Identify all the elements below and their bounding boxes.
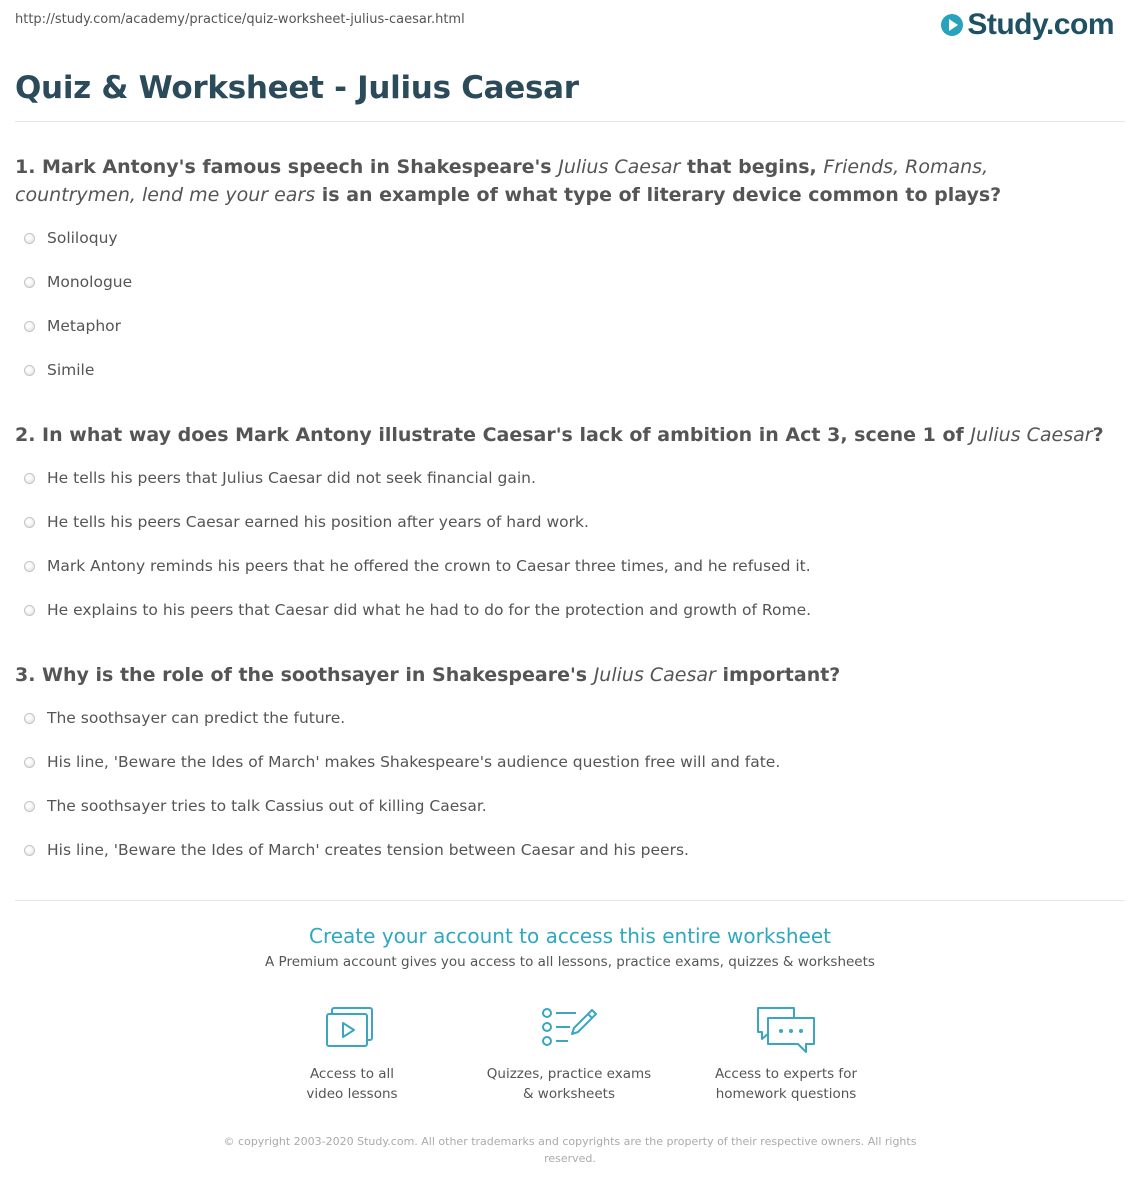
question-1-text-a: 1. Mark Antony's famous speech in Shakespeare's [15,156,559,178]
answer-label: Monologue [47,273,133,291]
radio-button-icon[interactable] [24,473,35,484]
question-3 [15,661,1115,689]
radio-button-icon[interactable] [24,757,35,768]
question-3-answers [24,696,780,872]
question-2-answers [24,456,811,632]
answer-label: Mark Antony reminds his peers that he offered the crown to Caesar three times, and he refused it. [47,557,811,575]
answer-label: Simile [47,361,95,379]
answer-option[interactable] [24,784,780,828]
chat-bubbles-icon [754,1006,818,1056]
question-3-work-title: Julius Caesar [593,664,716,686]
question-2 [15,421,1115,449]
title-divider [15,121,1125,122]
feature-2-line-1: Quizzes, practice exams [486,1066,652,1082]
answer-option[interactable] [24,456,811,500]
question-1-text-c: is an example of what type of literary device common to plays? [315,184,1002,206]
answer-option[interactable] [24,216,132,260]
radio-button-icon[interactable] [24,365,35,376]
feature-1-line-1: Access to all [309,1066,395,1082]
radio-button-icon[interactable] [24,561,35,572]
answer-label: Metaphor [47,317,122,335]
question-1-text-b: that begins, [680,156,824,178]
question-3-text-a: 3. Why is the role of the soothsayer in Shakespeare's [15,664,594,686]
section-divider [15,900,1125,901]
answer-option[interactable] [24,260,132,304]
feature-2-line-2: & worksheets [522,1086,615,1102]
feature-1-line-2: video lessons [306,1086,398,1102]
radio-button-icon[interactable] [24,845,35,856]
feature-3-line-1: Access to experts for [714,1066,857,1082]
copyright-notice: © copyright 2003-2020 Study.com. All other trademarks and copyrights are the property of their respective owners. All rights reserved. [223,1135,917,1165]
answer-option[interactable] [24,740,780,784]
answer-label: Soliloquy [47,229,118,247]
answer-label: His line, 'Beware the Ides of March' creates tension between Caesar and his peers. [47,841,689,859]
page-title: Quiz & Worksheet - Julius Caesar [15,70,579,106]
radio-button-icon[interactable] [24,801,35,812]
video-lessons-icon [324,1006,380,1050]
answer-label: He explains to his peers that Caesar did what he had to do for the protection and growth of Rome. [47,601,812,619]
feature-video-lessons [252,1006,452,1104]
study-logo[interactable] [941,8,1114,42]
radio-button-icon[interactable] [24,233,35,244]
answer-label: He tells his peers Caesar earned his position after years of hard work. [47,513,589,531]
radio-button-icon[interactable] [24,277,35,288]
question-1-quote: Friends, Romans, countrymen, lend me your ears [15,156,989,206]
radio-button-icon[interactable] [24,713,35,724]
answer-label: The soothsayer can predict the future. [47,709,346,727]
answer-option[interactable] [24,348,132,392]
feature-3-line-2: homework questions [715,1086,857,1102]
radio-button-icon[interactable] [24,517,35,528]
question-1 [15,153,1115,209]
answer-option[interactable] [24,500,811,544]
answer-option[interactable] [24,696,780,740]
answer-label: He tells his peers that Julius Caesar did not seek financial gain. [47,469,536,487]
question-2-work-title: Julius Caesar [970,424,1093,446]
quiz-checklist-icon [540,1006,598,1050]
question-1-answers [24,216,132,392]
page-url: http://study.com/academy/practice/quiz-worksheet-julius-caesar.html [15,12,465,27]
feature-experts [686,1006,886,1104]
premium-description: A Premium account gives you access to all lessons, practice exams, quizzes & worksheets [265,954,875,970]
create-account-link[interactable]: Create your account to access this entire worksheet [309,924,831,948]
question-2-text-a: 2. In what way does Mark Antony illustrate Caesar's lack of ambition in Act 3, scene 1 of [15,424,971,446]
logo-text: Study.com [967,8,1114,41]
question-1-work-title: Julius Caesar [558,156,681,178]
question-3-text-b: important? [715,664,841,686]
answer-option[interactable] [24,588,811,632]
play-logo-icon [941,14,963,36]
answer-option[interactable] [24,304,132,348]
feature-quizzes [469,1006,669,1104]
answer-label: The soothsayer tries to talk Cassius out of killing Caesar. [47,797,487,815]
answer-label: His line, 'Beware the Ides of March' makes Shakespeare's audience question free will and fate. [47,753,781,771]
answer-option[interactable] [24,828,780,872]
radio-button-icon[interactable] [24,321,35,332]
question-2-text-b: ? [1092,424,1104,446]
answer-option[interactable] [24,544,811,588]
radio-button-icon[interactable] [24,605,35,616]
